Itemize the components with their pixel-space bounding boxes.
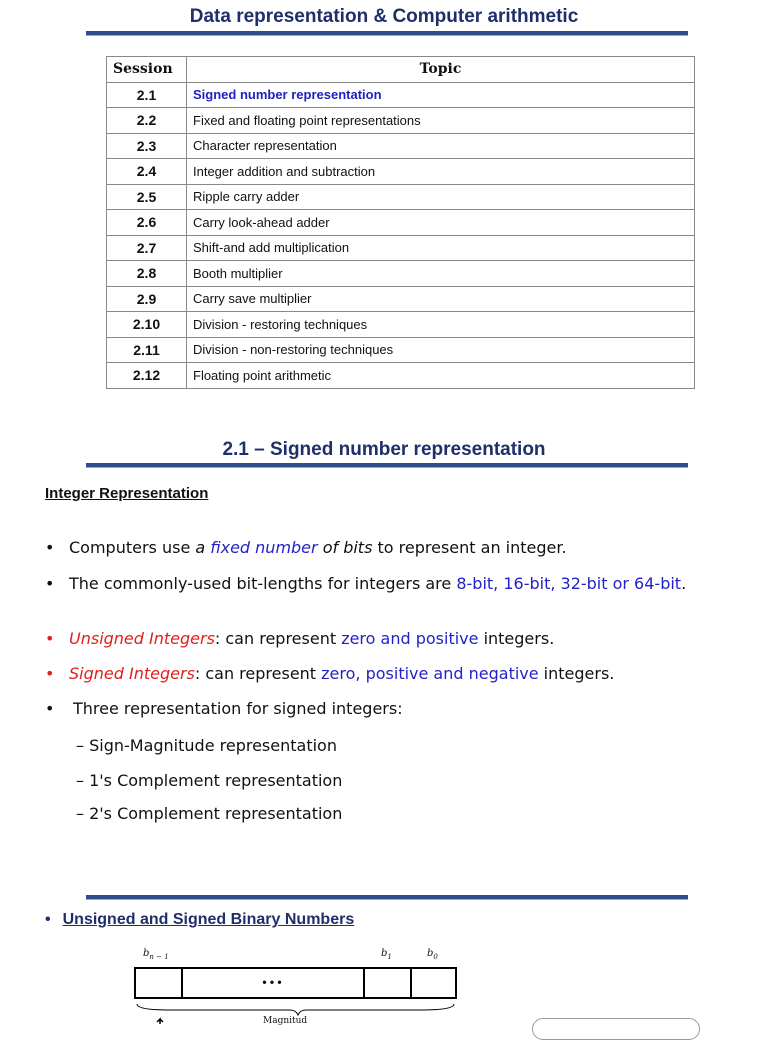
table-row <box>107 133 695 159</box>
table-row <box>107 108 695 134</box>
bullet-text: Three representation for signed integers: <box>73 699 403 718</box>
section-title: 2.1 – Signed number representation <box>222 439 546 460</box>
session-topic: Integer addition and subtraction <box>187 159 695 185</box>
list-item <box>45 699 705 734</box>
sub-bullet: – 2's Complement representation <box>76 804 343 823</box>
table-row <box>107 337 695 363</box>
session-topic: Carry save multiplier <box>187 286 695 312</box>
session-topic: Booth multiplier <box>187 261 695 287</box>
bullet-text: integers. <box>478 629 555 648</box>
sessions-table <box>106 56 695 389</box>
bullet-dot-icon: • <box>45 629 55 648</box>
sub-bullet-text: 2's Complement representation <box>89 804 343 823</box>
session-topic: Signed number representation <box>187 82 695 108</box>
table-row <box>107 159 695 185</box>
session-topic: Fixed and floating point representations <box>187 108 695 134</box>
bullet-highlight: Unsigned Integers <box>69 629 215 648</box>
bottom-bullet <box>45 911 354 929</box>
ellipsis: • • • <box>262 975 282 989</box>
cropped-shape <box>532 1018 700 1040</box>
table-row <box>107 286 695 312</box>
session-number: 2.6 <box>107 210 187 236</box>
session-topic: Division - non-restoring techniques <box>187 337 695 363</box>
session-topic: Carry look-ahead adder <box>187 210 695 236</box>
table-row <box>107 261 695 287</box>
header-session: Session <box>107 57 187 83</box>
bullet-text: The commonly-used bit-lengths for integers are <box>69 574 457 593</box>
session-number: 2.9 <box>107 286 187 312</box>
session-topic: Shift-and add multiplication <box>187 235 695 261</box>
bullet-list <box>45 538 705 734</box>
session-number: 2.10 <box>107 312 187 338</box>
table-row <box>107 312 695 338</box>
sub-bullet: – 1's Complement representation <box>76 771 343 790</box>
session-number: 2.8 <box>107 261 187 287</box>
bullet-dot-icon: • <box>45 574 55 593</box>
bottom-bullet-label: Unsigned and Signed Binary Numbers <box>62 911 355 928</box>
bullet-dot-icon: • <box>45 664 55 683</box>
bullet-text: : can represent <box>214 629 342 648</box>
table-row <box>107 184 695 210</box>
table-header-row <box>107 57 695 83</box>
page-title: Data representation & Computer arithmetic <box>189 6 579 27</box>
table-row <box>107 82 695 108</box>
sub-bullet-text: Sign-Magnitude representation <box>89 736 337 755</box>
bullet-highlight: fixed number <box>210 538 318 557</box>
list-item <box>45 538 705 573</box>
header-topic: Topic <box>187 57 695 83</box>
bit-label-b0: $b_0$ <box>427 948 438 961</box>
register-cell <box>134 967 183 999</box>
list-item <box>45 573 705 629</box>
bullet-dot-icon: • <box>45 538 55 557</box>
session-number: 2.2 <box>107 108 187 134</box>
bullet-text: to represent an integer. <box>372 538 567 557</box>
section-rule <box>86 463 688 468</box>
bullet-text: a <box>195 538 211 557</box>
session-number: 2.12 <box>107 363 187 389</box>
register-middle <box>181 967 365 999</box>
bullet-text: . <box>681 574 687 593</box>
bullet-highlight: zero, positive and negative <box>321 664 539 683</box>
bottom-rule <box>86 895 688 900</box>
table-row <box>107 363 695 389</box>
bullet-text: of bits <box>317 538 373 557</box>
session-number: 2.1 <box>107 82 187 108</box>
table-row <box>107 235 695 261</box>
bullet-text: : can represent <box>194 664 322 683</box>
session-number: 2.7 <box>107 235 187 261</box>
session-topic: Ripple carry adder <box>187 184 695 210</box>
bullet-highlight: zero and positive <box>341 629 479 648</box>
register-cell <box>410 967 457 999</box>
bullet-dot-icon: • <box>45 699 55 718</box>
table-row <box>107 210 695 236</box>
bit-label-msb: $b_{n - 1}$ <box>143 948 169 961</box>
bullet-dot-icon: • <box>45 911 51 928</box>
bullet-text: Computers use <box>69 538 196 557</box>
list-item <box>45 664 705 699</box>
session-number: 2.11 <box>107 337 187 363</box>
title-rule <box>86 31 688 36</box>
session-topic: Division - restoring techniques <box>187 312 695 338</box>
register-cell <box>363 967 412 999</box>
session-topic: Character representation <box>187 133 695 159</box>
bullet-text: integers. <box>538 664 615 683</box>
integer-representation-heading: Integer Representation <box>45 485 209 502</box>
list-item <box>45 629 705 664</box>
sub-bullet-text: 1's Complement representation <box>89 771 343 790</box>
magnitude-label: Magnitud <box>263 1016 308 1026</box>
session-number: 2.3 <box>107 133 187 159</box>
bit-label-b1: $b_1$ <box>381 948 392 961</box>
bullet-highlight: Signed Integers <box>69 664 195 683</box>
session-number: 2.5 <box>107 184 187 210</box>
sub-bullet: – Sign-Magnitude representation <box>76 736 337 755</box>
session-number: 2.4 <box>107 159 187 185</box>
bullet-highlight: 8-bit, 16-bit, 32-bit or 64-bit <box>456 574 682 593</box>
session-topic: Floating point arithmetic <box>187 363 695 389</box>
